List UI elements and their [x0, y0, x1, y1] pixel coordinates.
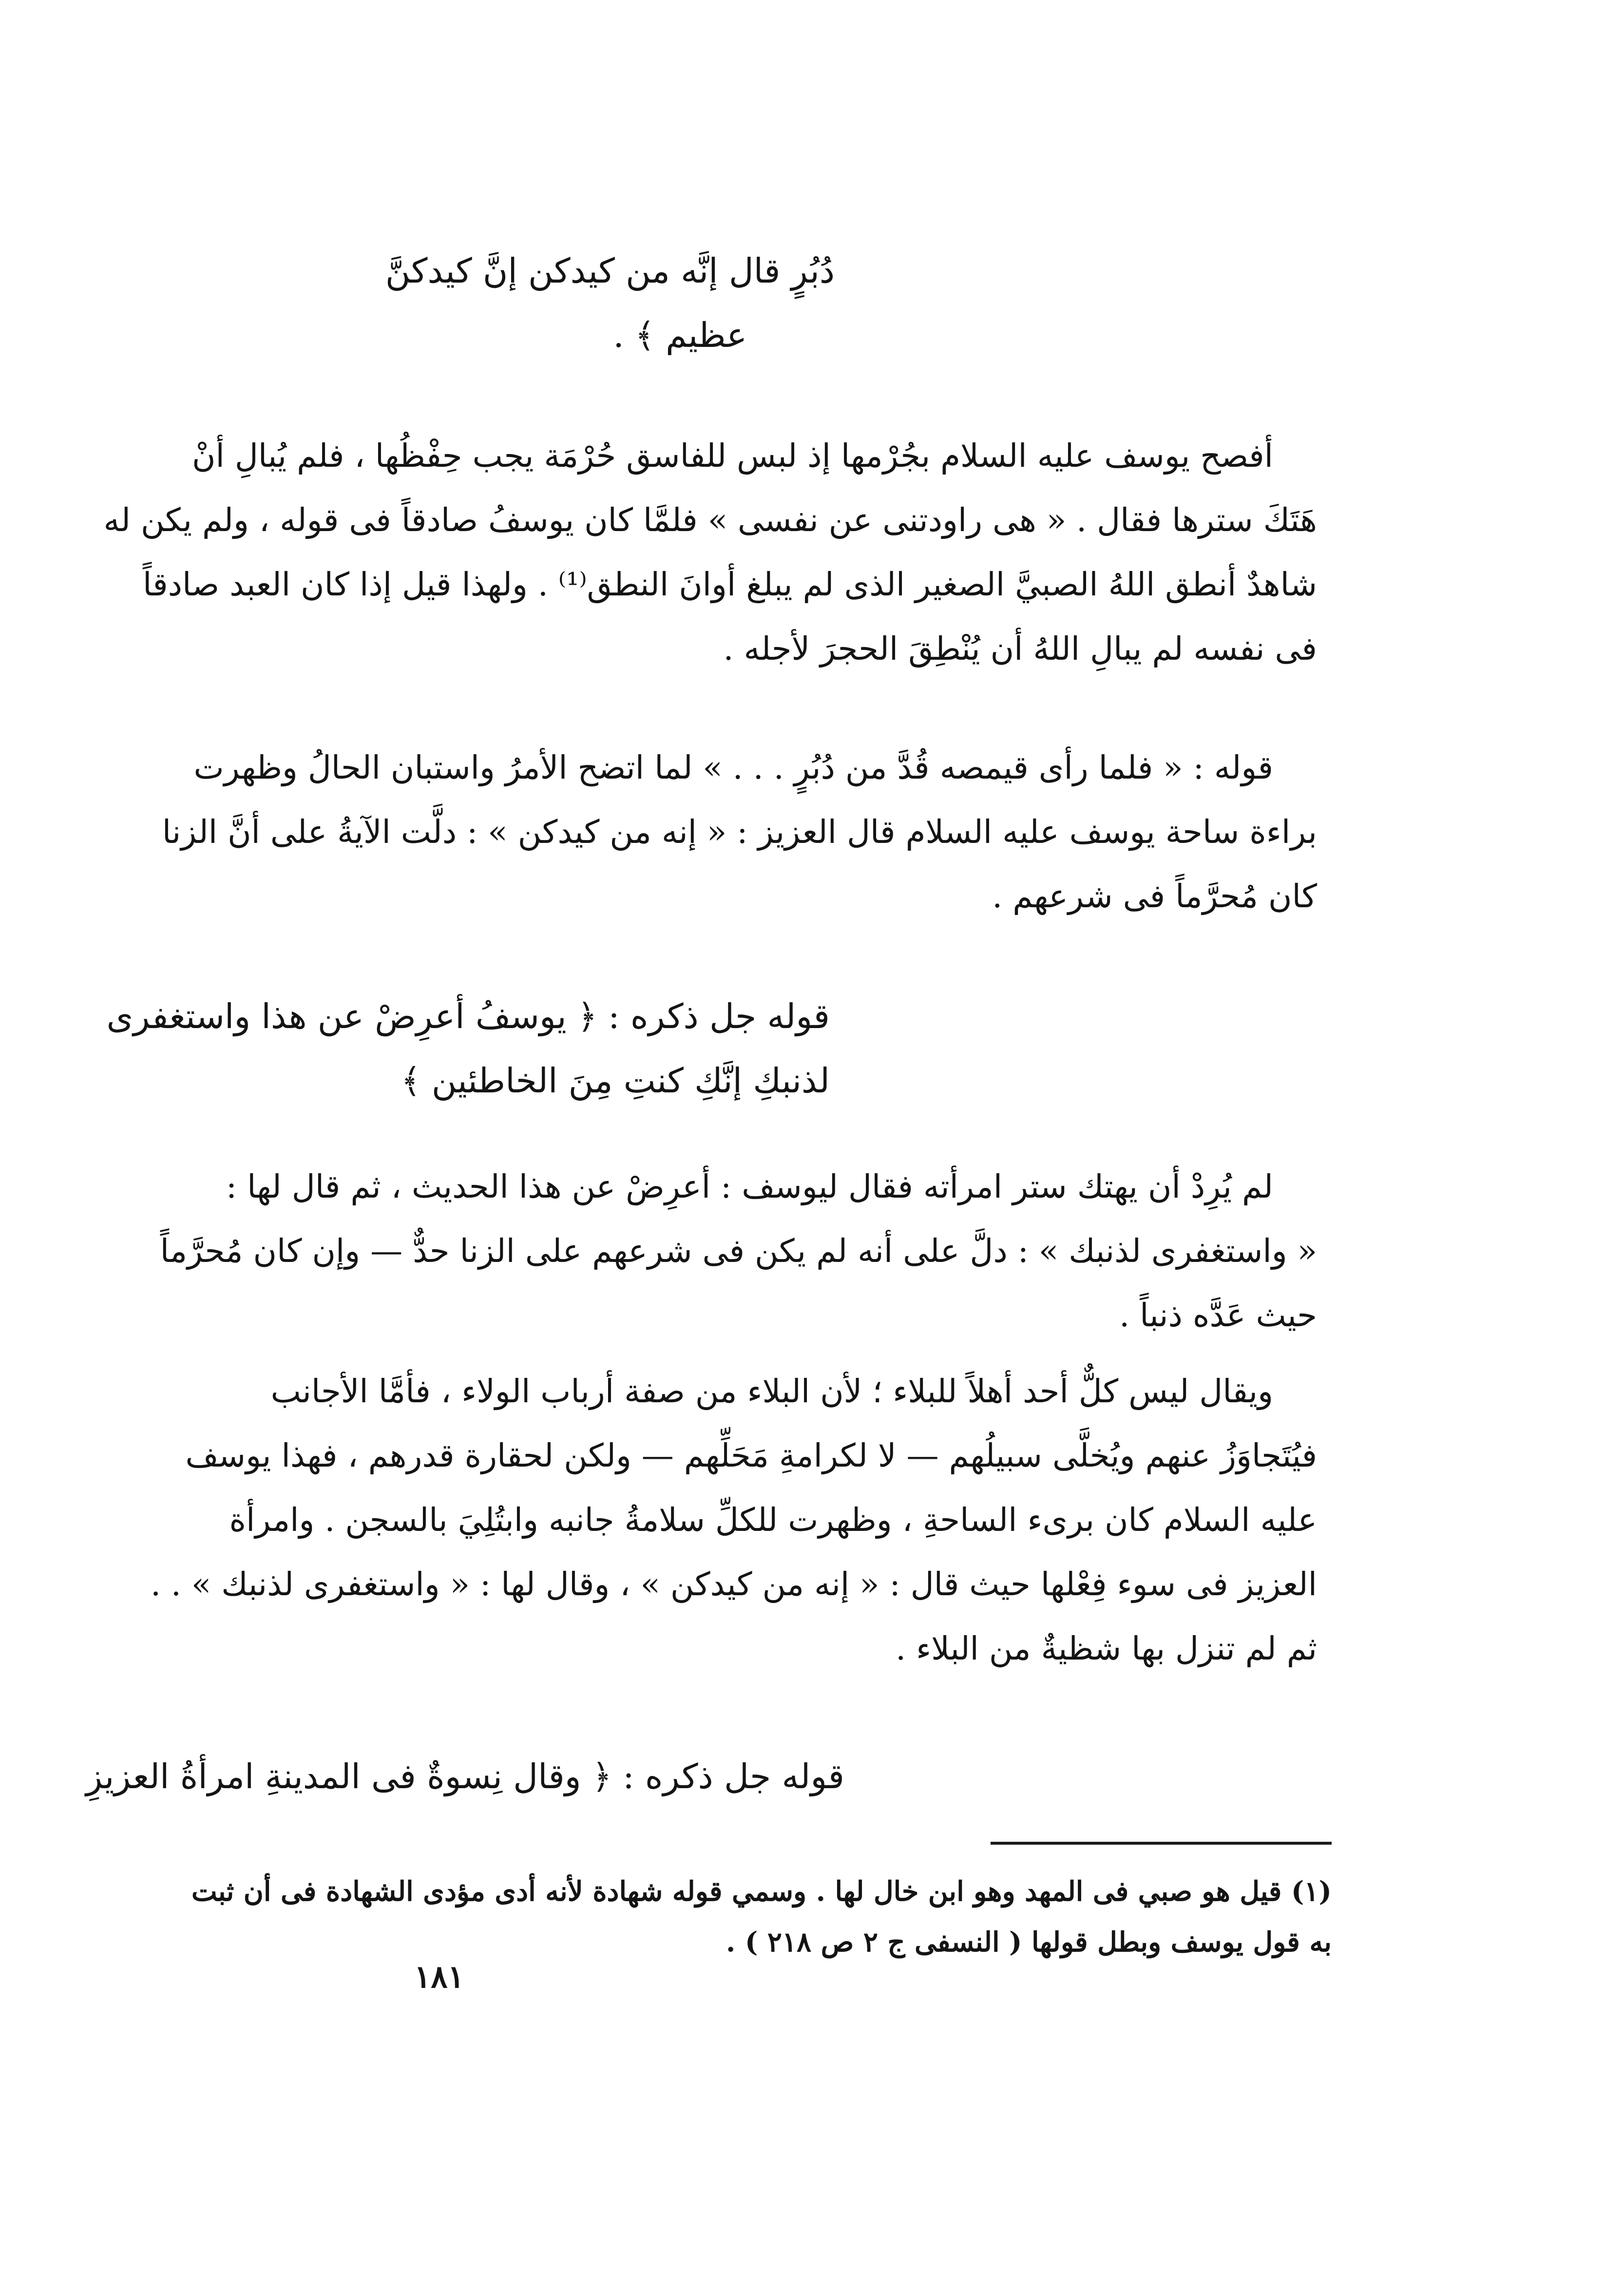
text-line: براءة ساحة يوسف عليه السلام قال العزيز : « إنه من كيدكن » : دلَّت الآيةُ على أنَّ الزنا	[162, 813, 1317, 851]
text-line: « واستغفرى لذنبك » : دلَّ على أنه لم يكن فى شرعهم على الزنا حدٌّ — وإن كان مُحرَّماً	[160, 1232, 1317, 1270]
footnote-divider	[991, 1842, 1332, 1845]
text-line: شاهدٌ أنطق اللهُ الصبيَّ الصغير الذى لم يبلغ أوانَ النطق⁽¹⁾ . ولهذا قيل إذا كان العبد صادقاً	[143, 566, 1317, 603]
text-line: أفصح يوسف عليه السلام بجُرْمها إذ لبس للفاسق حُرْمَة يجب حِفْظُها ، فلم يُبالِ أنْ	[192, 437, 1273, 475]
text-line: العزيز فى سوء فِعْلها حيث قال : « إنه من كيدكن » ، وقال لها : « واستغفرى لذنبك » . .	[150, 1566, 1317, 1603]
paragraph-1	[103, 424, 1317, 681]
verse-line: قوله جل ذكره : ﴿ وقال نِسوةٌ فى المدينةِ امرأةُ العزيزِ	[86, 1756, 844, 1796]
text-line: لم يُرِدْ أن يهتك ستر امرأته فقال ليوسف : أعرِضْ عن هذا الحديث ، ثم قال لها :	[226, 1168, 1273, 1205]
verse-line: عظيم ﴾ .	[613, 315, 747, 355]
text-line: ثم لم تنزل بها شظيةٌ من البلاء .	[896, 1630, 1317, 1667]
footnote-line: (١) قيل هو صبي فى المهد وهو ابن خال لها . وسمي قوله شهادة لأنه أدى مؤدى الشهادة فى أن ثبت	[191, 1875, 1332, 1908]
text-line: عليه السلام كان برىء الساحةِ ، وظهرت للكلِّ سلامةُ جانبه وابتُلِيَ بالسجن . وامرأة	[229, 1501, 1317, 1539]
verse-line: لذنبكِ إنَّكِ كنتِ مِنَ الخاطئين ﴾	[401, 1061, 830, 1101]
footnote-line: به قول يوسف وبطل قولها ( النسفى ج ٢ ص ٢١٨ ) .	[726, 1926, 1332, 1958]
verse-line: قوله جل ذكره : ﴿ يوسفُ أعرِضْ عن هذا واستغفرى	[106, 996, 830, 1036]
text-line: ويقال ليس كلٌّ أحد أهلاً للبلاء ؛ لأن البلاء من صفة أرباب الولاء ، فأمَّا الأجانب	[270, 1373, 1273, 1410]
text-line: فى نفسه لم يبالِ اللهُ أن يُنْطِقَ الحجرَ لأجله .	[723, 630, 1317, 668]
text-line: حيث عَدَّه ذنباً .	[1119, 1297, 1317, 1334]
paragraph-4	[150, 1359, 1317, 1681]
text-line: فيُتَجاوَزُ عنهم ويُخلَّى سبيلُهم — لا لكرامةِ مَحَلِّهم — ولكن لحقارة قدرهم ، فهذا يوسف	[185, 1437, 1317, 1474]
paragraph-2	[162, 736, 1317, 929]
quranic-verse-middle	[106, 984, 830, 1113]
page-number: ١٨١	[414, 1959, 464, 1995]
quranic-verse-top	[289, 239, 835, 367]
quranic-verse-bottom	[86, 1744, 844, 1809]
paragraph-3	[160, 1155, 1317, 1348]
text-line: قوله : « فلما رأى قيمصه قُدَّ من دُبُرٍ . . . » لما اتضح الأمرُ واستبان الحالُ وظهرت	[193, 749, 1273, 786]
footnotes	[191, 1866, 1332, 1967]
text-line: كان مُحرَّماً فى شرعهم .	[992, 878, 1317, 915]
text-line: هَتَكَ سترها فقال . « هى راودتنى عن نفسى » فلمَّا كان يوسفُ صادقاً فى قوله ، ولم يكن له	[103, 501, 1317, 539]
verse-line: دُبُرٍ قال إنَّه من كيدكن إنَّ كيدكنَّ	[385, 251, 835, 291]
